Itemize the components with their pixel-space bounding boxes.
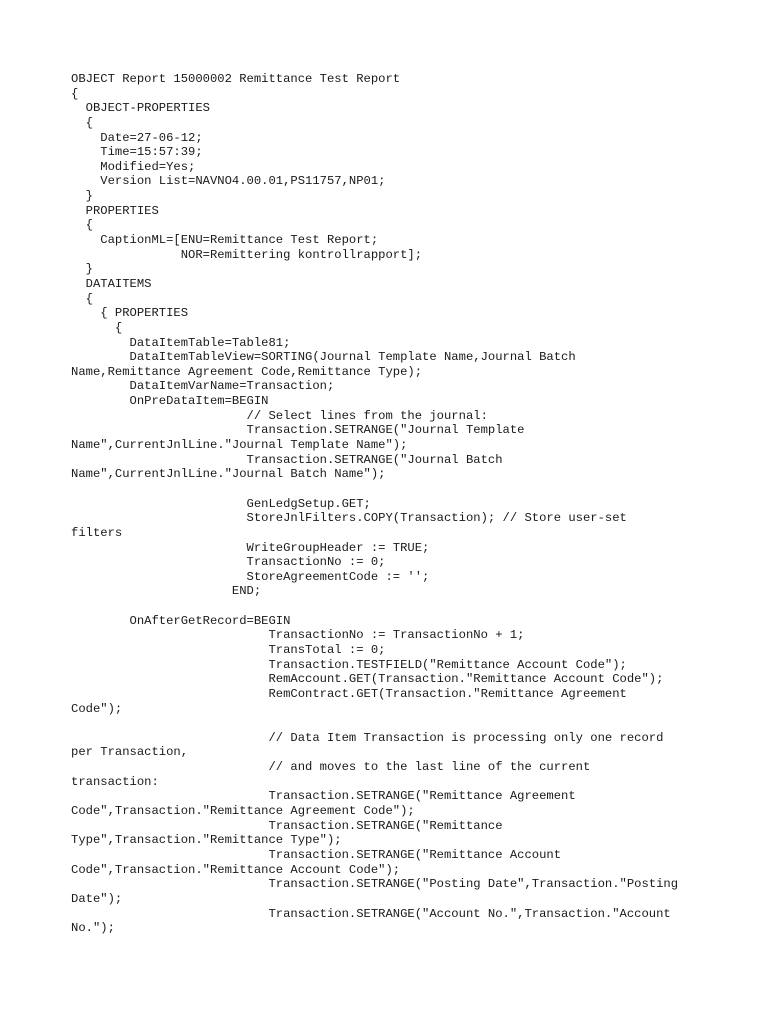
code-line: // and moves to the last line of the current bbox=[71, 760, 591, 775]
code-line: NOR=Remittering kontrollrapport]; bbox=[71, 247, 423, 262]
code-line: } bbox=[71, 262, 93, 277]
code-line: Transaction.SETRANGE("Journal Template bbox=[71, 423, 525, 438]
code-line: Code",Transaction."Remittance Agreement Code"); bbox=[71, 804, 415, 819]
code-line: RemContract.GET(Transaction."Remittance Agreement bbox=[71, 686, 627, 701]
code-line: TransTotal := 0; bbox=[71, 642, 386, 657]
code-line: Date"); bbox=[71, 891, 123, 906]
code-line: { bbox=[71, 86, 79, 101]
code-line: StoreJnlFilters.COPY(Transaction); // Store user-set bbox=[71, 511, 627, 526]
code-line: } bbox=[71, 189, 93, 204]
code-line: Name",CurrentJnlLine."Journal Batch Name"); bbox=[71, 467, 386, 482]
code-line: WriteGroupHeader := TRUE; bbox=[71, 540, 430, 555]
code-line: GenLedgSetup.GET; bbox=[71, 496, 371, 511]
code-line: // Select lines from the journal: bbox=[71, 408, 488, 423]
code-line: OnPreDataItem=BEGIN bbox=[71, 394, 269, 409]
code-line: DataItemTableView=SORTING(Journal Template Name,Journal Batch bbox=[71, 350, 576, 365]
code-line: Name",CurrentJnlLine."Journal Template Name"); bbox=[71, 438, 408, 453]
code-line: // Data Item Transaction is processing only one record bbox=[71, 730, 664, 745]
code-line: TransactionNo := 0; bbox=[71, 555, 386, 570]
code-line: DataItemTable=Table81; bbox=[71, 335, 291, 350]
code-line: OBJECT Report 15000002 Remittance Test Report bbox=[71, 72, 401, 86]
code-line: OnAfterGetRecord=BEGIN bbox=[71, 613, 291, 628]
code-line bbox=[71, 716, 761, 731]
code-line: DataItemVarName=Transaction; bbox=[71, 379, 335, 394]
code-line: Transaction.TESTFIELD("Remittance Account Code"); bbox=[71, 657, 627, 672]
code-line: PROPERTIES bbox=[71, 203, 159, 218]
code-line: transaction: bbox=[71, 774, 159, 789]
code-line: filters bbox=[71, 525, 123, 540]
code-line: Code",Transaction."Remittance Account Code"); bbox=[71, 862, 401, 877]
code-line: RemAccount.GET(Transaction."Remittance Account Code"); bbox=[71, 672, 664, 687]
code-line: Transaction.SETRANGE("Posting Date",Transaction."Posting bbox=[71, 877, 679, 892]
code-line bbox=[71, 599, 761, 614]
code-line: { bbox=[71, 115, 93, 130]
code-line: Transaction.SETRANGE("Account No.",Transaction."Account bbox=[71, 906, 671, 921]
code-line: Time=15:57:39; bbox=[71, 145, 203, 160]
code-line: No."); bbox=[71, 921, 115, 936]
code-line: Type",Transaction."Remittance Type"); bbox=[71, 833, 342, 848]
code-listing bbox=[71, 72, 761, 936]
code-line: CaptionML=[ENU=Remittance Test Report; bbox=[71, 233, 379, 248]
code-line: { PROPERTIES bbox=[71, 306, 189, 321]
code-line: Code"); bbox=[71, 701, 123, 716]
code-line: TransactionNo := TransactionNo + 1; bbox=[71, 628, 525, 643]
code-line bbox=[71, 482, 761, 497]
code-line: per Transaction, bbox=[71, 745, 189, 760]
code-line: StoreAgreementCode := ''; bbox=[71, 569, 430, 584]
code-line: DATAITEMS bbox=[71, 276, 152, 291]
code-line: OBJECT-PROPERTIES bbox=[71, 101, 210, 116]
code-line: Transaction.SETRANGE("Remittance Agreement bbox=[71, 789, 576, 804]
code-line: Transaction.SETRANGE("Remittance Account bbox=[71, 847, 562, 862]
code-line: Name,Remittance Agreement Code,Remittance Type); bbox=[71, 364, 423, 379]
code-line: END; bbox=[71, 584, 262, 599]
code-line: Transaction.SETRANGE("Journal Batch bbox=[71, 452, 503, 467]
code-line: Version List=NAVNO4.00.01,PS11757,NP01; bbox=[71, 174, 386, 189]
code-line: { bbox=[71, 218, 93, 233]
code-line: { bbox=[71, 291, 93, 306]
code-line: Transaction.SETRANGE("Remittance bbox=[71, 818, 503, 833]
code-line: { bbox=[71, 320, 123, 335]
code-line: Modified=Yes; bbox=[71, 159, 196, 174]
code-line: Date=27-06-12; bbox=[71, 130, 203, 145]
